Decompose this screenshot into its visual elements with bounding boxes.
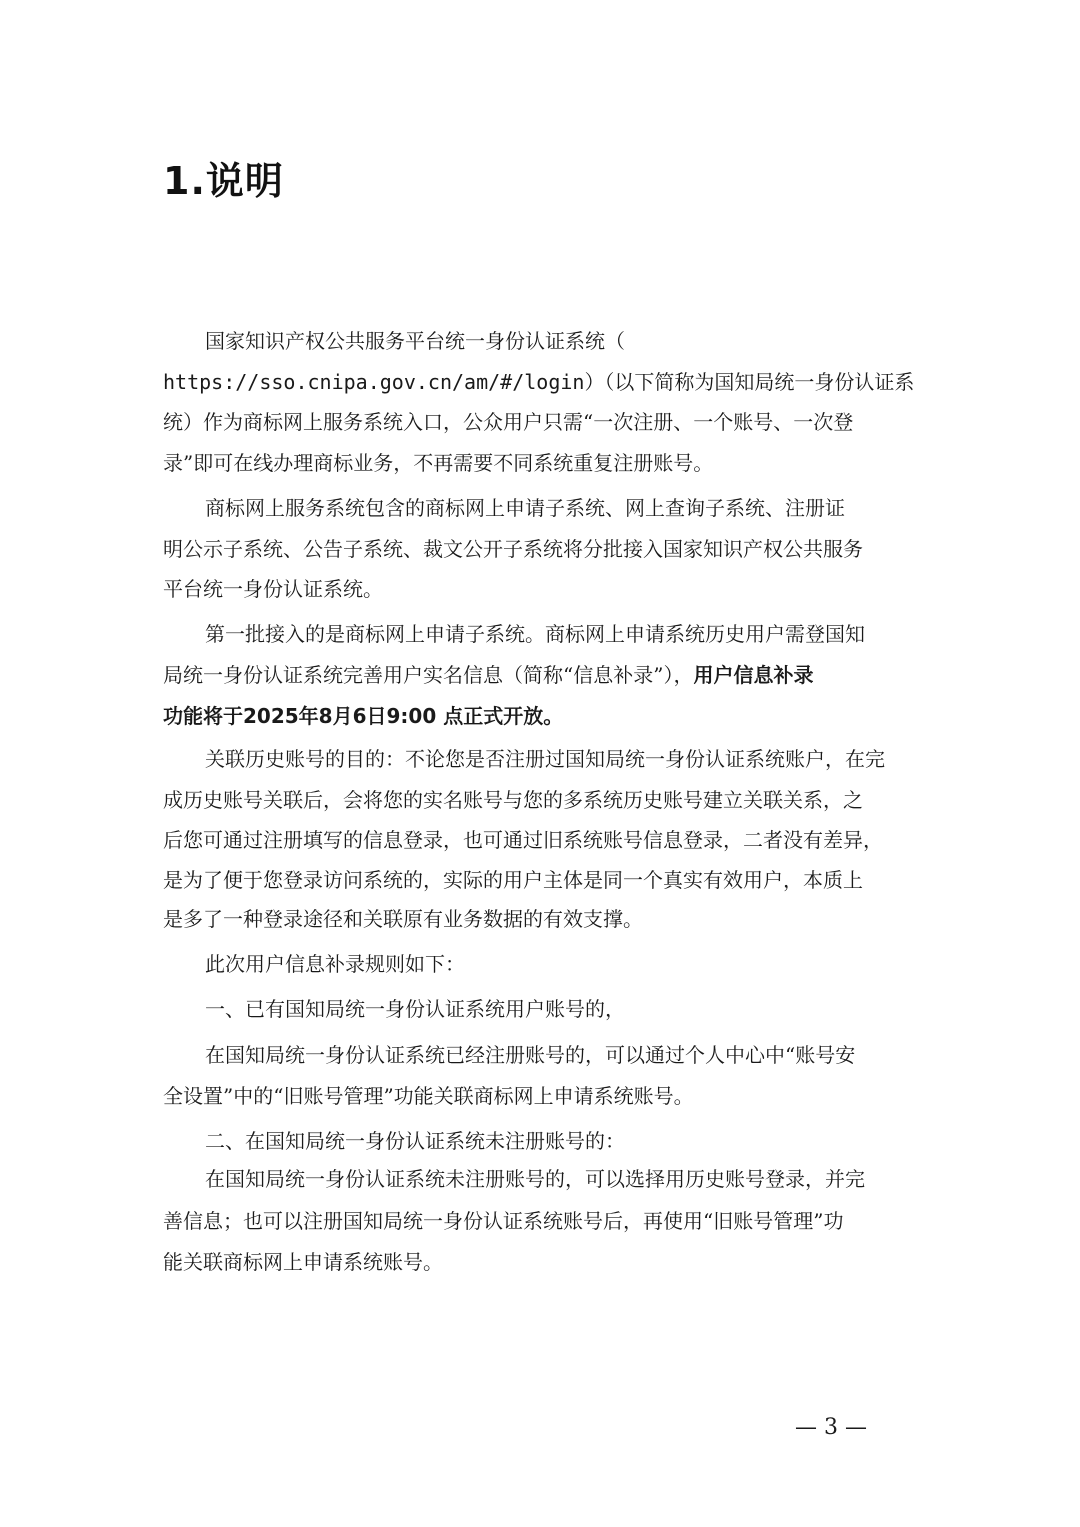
paragraph-1-line-3: 统）作为商标网上服务系统入口，公众用户只需“一次注册、一个账号、一次登 [163,410,854,434]
paragraph-4-line-5: 是多了一种登录途径和关联原有业务数据的有效支撑。 [163,907,643,931]
rule-two-line-1: 在国知局统一身份认证系统未注册账号的，可以选择用历史账号登录，并完 [205,1167,865,1191]
rule-two-line-3: 能关联商标网上申请系统账号。 [163,1250,443,1274]
rule-one-title: 一、已有国知局统一身份认证系统用户账号的， [205,997,625,1021]
rule-two-line-2: 善信息；也可以注册国知局统一身份认证系统账号后，再使用“旧账号管理”功 [163,1209,844,1233]
rule-one-line-2: 全设置”中的“旧账号管理”功能关联商标网上申请系统账号。 [163,1084,694,1108]
paragraph-3-line-2-bold: 用户信息补录 [693,663,814,687]
paragraph-3-line-2 [163,661,813,689]
rule-one-line-1: 在国知局统一身份认证系统已经注册账号的，可以通过个人中心中“账号安 [205,1043,856,1067]
paragraph-2-line-2: 明公示子系统、公告子系统、裁文公开子系统将分批接入国家知识产权公共服务 [163,537,863,561]
paragraph-2-line-3: 平台统一身份认证系统。 [163,577,383,601]
paragraph-4-line-3: 后您可通过注册填写的信息登录，也可通过旧系统账号信息登录，二者没有差异， [163,828,883,852]
paragraph-2-line-1: 商标网上服务系统包含的商标网上申请子系统、网上查询子系统、注册证 [205,496,845,520]
paragraph-4-line-2: 成历史账号关联后，会将您的实名账号与您的多系统历史账号建立关联关系，之 [163,788,863,812]
paragraph-3-line-3-bold: 功能将于2025年8月6日9:00 点正式开放。 [163,704,564,728]
paragraph-1-line-2-rest: ）（以下简称为国知局统一身份认证系 [584,370,915,394]
rules-intro: 此次用户信息补录规则如下： [205,952,465,976]
section-heading: 1.说明 [163,159,284,203]
page-number: — 3 — [795,1415,867,1440]
paragraph-1-line-2 [163,368,914,396]
paragraph-1-line-1: 国家知识产权公共服务平台统一身份认证系统（ [205,329,625,353]
paragraph-1-line-4: 录”即可在线办理商标业务，不再需要不同系统重复注册账号。 [163,451,714,475]
paragraph-4-line-4: 是为了便于您登录访问系统的，实际的用户主体是同一个真实有效用户，本质上 [163,868,863,892]
rule-two-title: 二、在国知局统一身份认证系统未注册账号的： [205,1129,625,1153]
paragraph-4-line-1: 关联历史账号的目的：不论您是否注册过国知局统一身份认证系统账户，在完 [205,747,885,771]
sso-login-link[interactable]: https://sso.cnipa.gov.cn/am/#/login [163,370,585,394]
paragraph-3-line-1: 第一批接入的是商标网上申请子系统。商标网上申请系统历史用户需登国知 [205,622,865,646]
paragraph-3-line-2-normal: 局统一身份认证系统完善用户实名信息（简称“信息补录”）， [163,663,694,687]
